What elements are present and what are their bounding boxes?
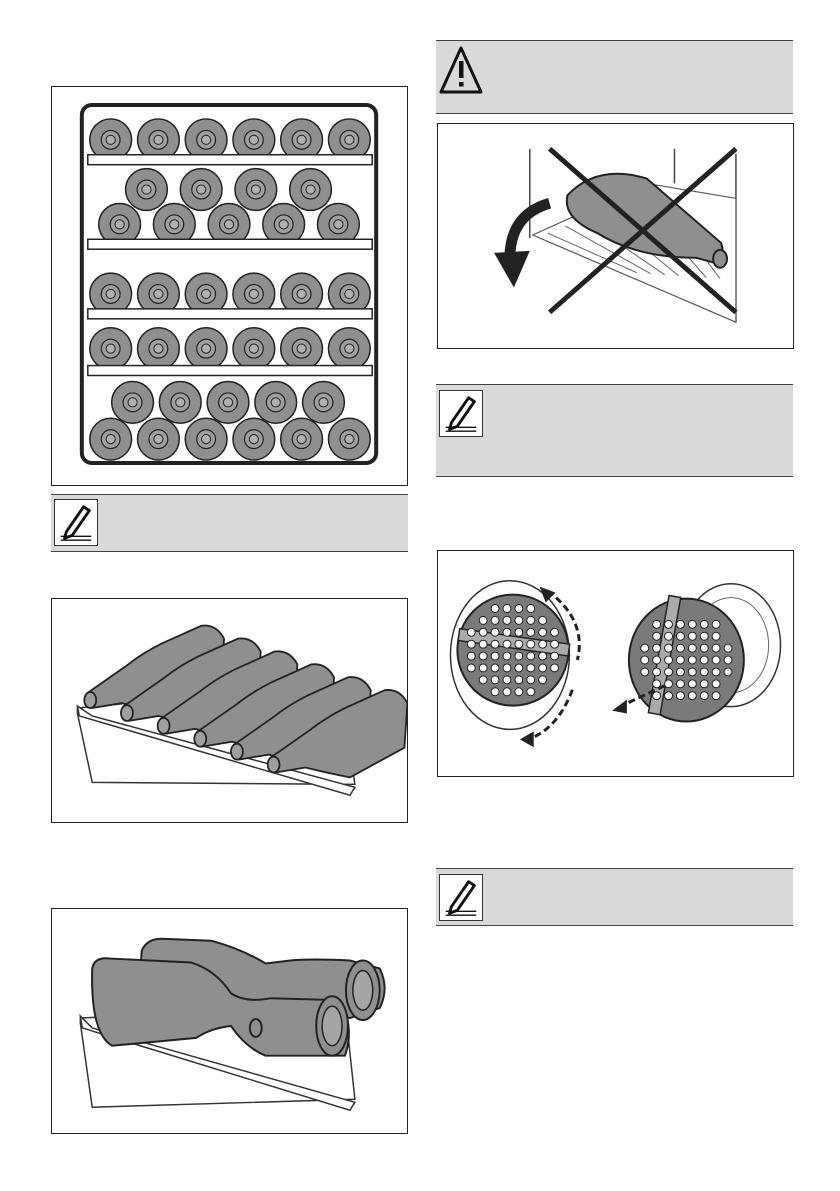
note-right-2 [436, 868, 793, 926]
warning-notice [436, 40, 793, 114]
shelf-six-bottles-diagram [52, 599, 407, 822]
figure-shelf-stacked [51, 908, 408, 1134]
note-left [51, 494, 408, 552]
shelf-stacked-bottles-diagram [52, 909, 407, 1133]
pencil-note-icon [439, 874, 483, 921]
filter-rotate-diagram [438, 551, 793, 776]
warning-triangle-icon [438, 44, 484, 96]
figure-tilt-warning [437, 123, 794, 349]
pencil-note-icon [439, 390, 483, 437]
figure-shelf-loaded [51, 598, 408, 823]
pencil-note-icon [54, 499, 98, 546]
prohibited-tilt-diagram [438, 124, 793, 348]
figure-filter [437, 550, 794, 777]
note-right-1 [436, 384, 793, 477]
bottle-front-load-diagram [52, 87, 407, 485]
figure-full-load [51, 86, 408, 486]
